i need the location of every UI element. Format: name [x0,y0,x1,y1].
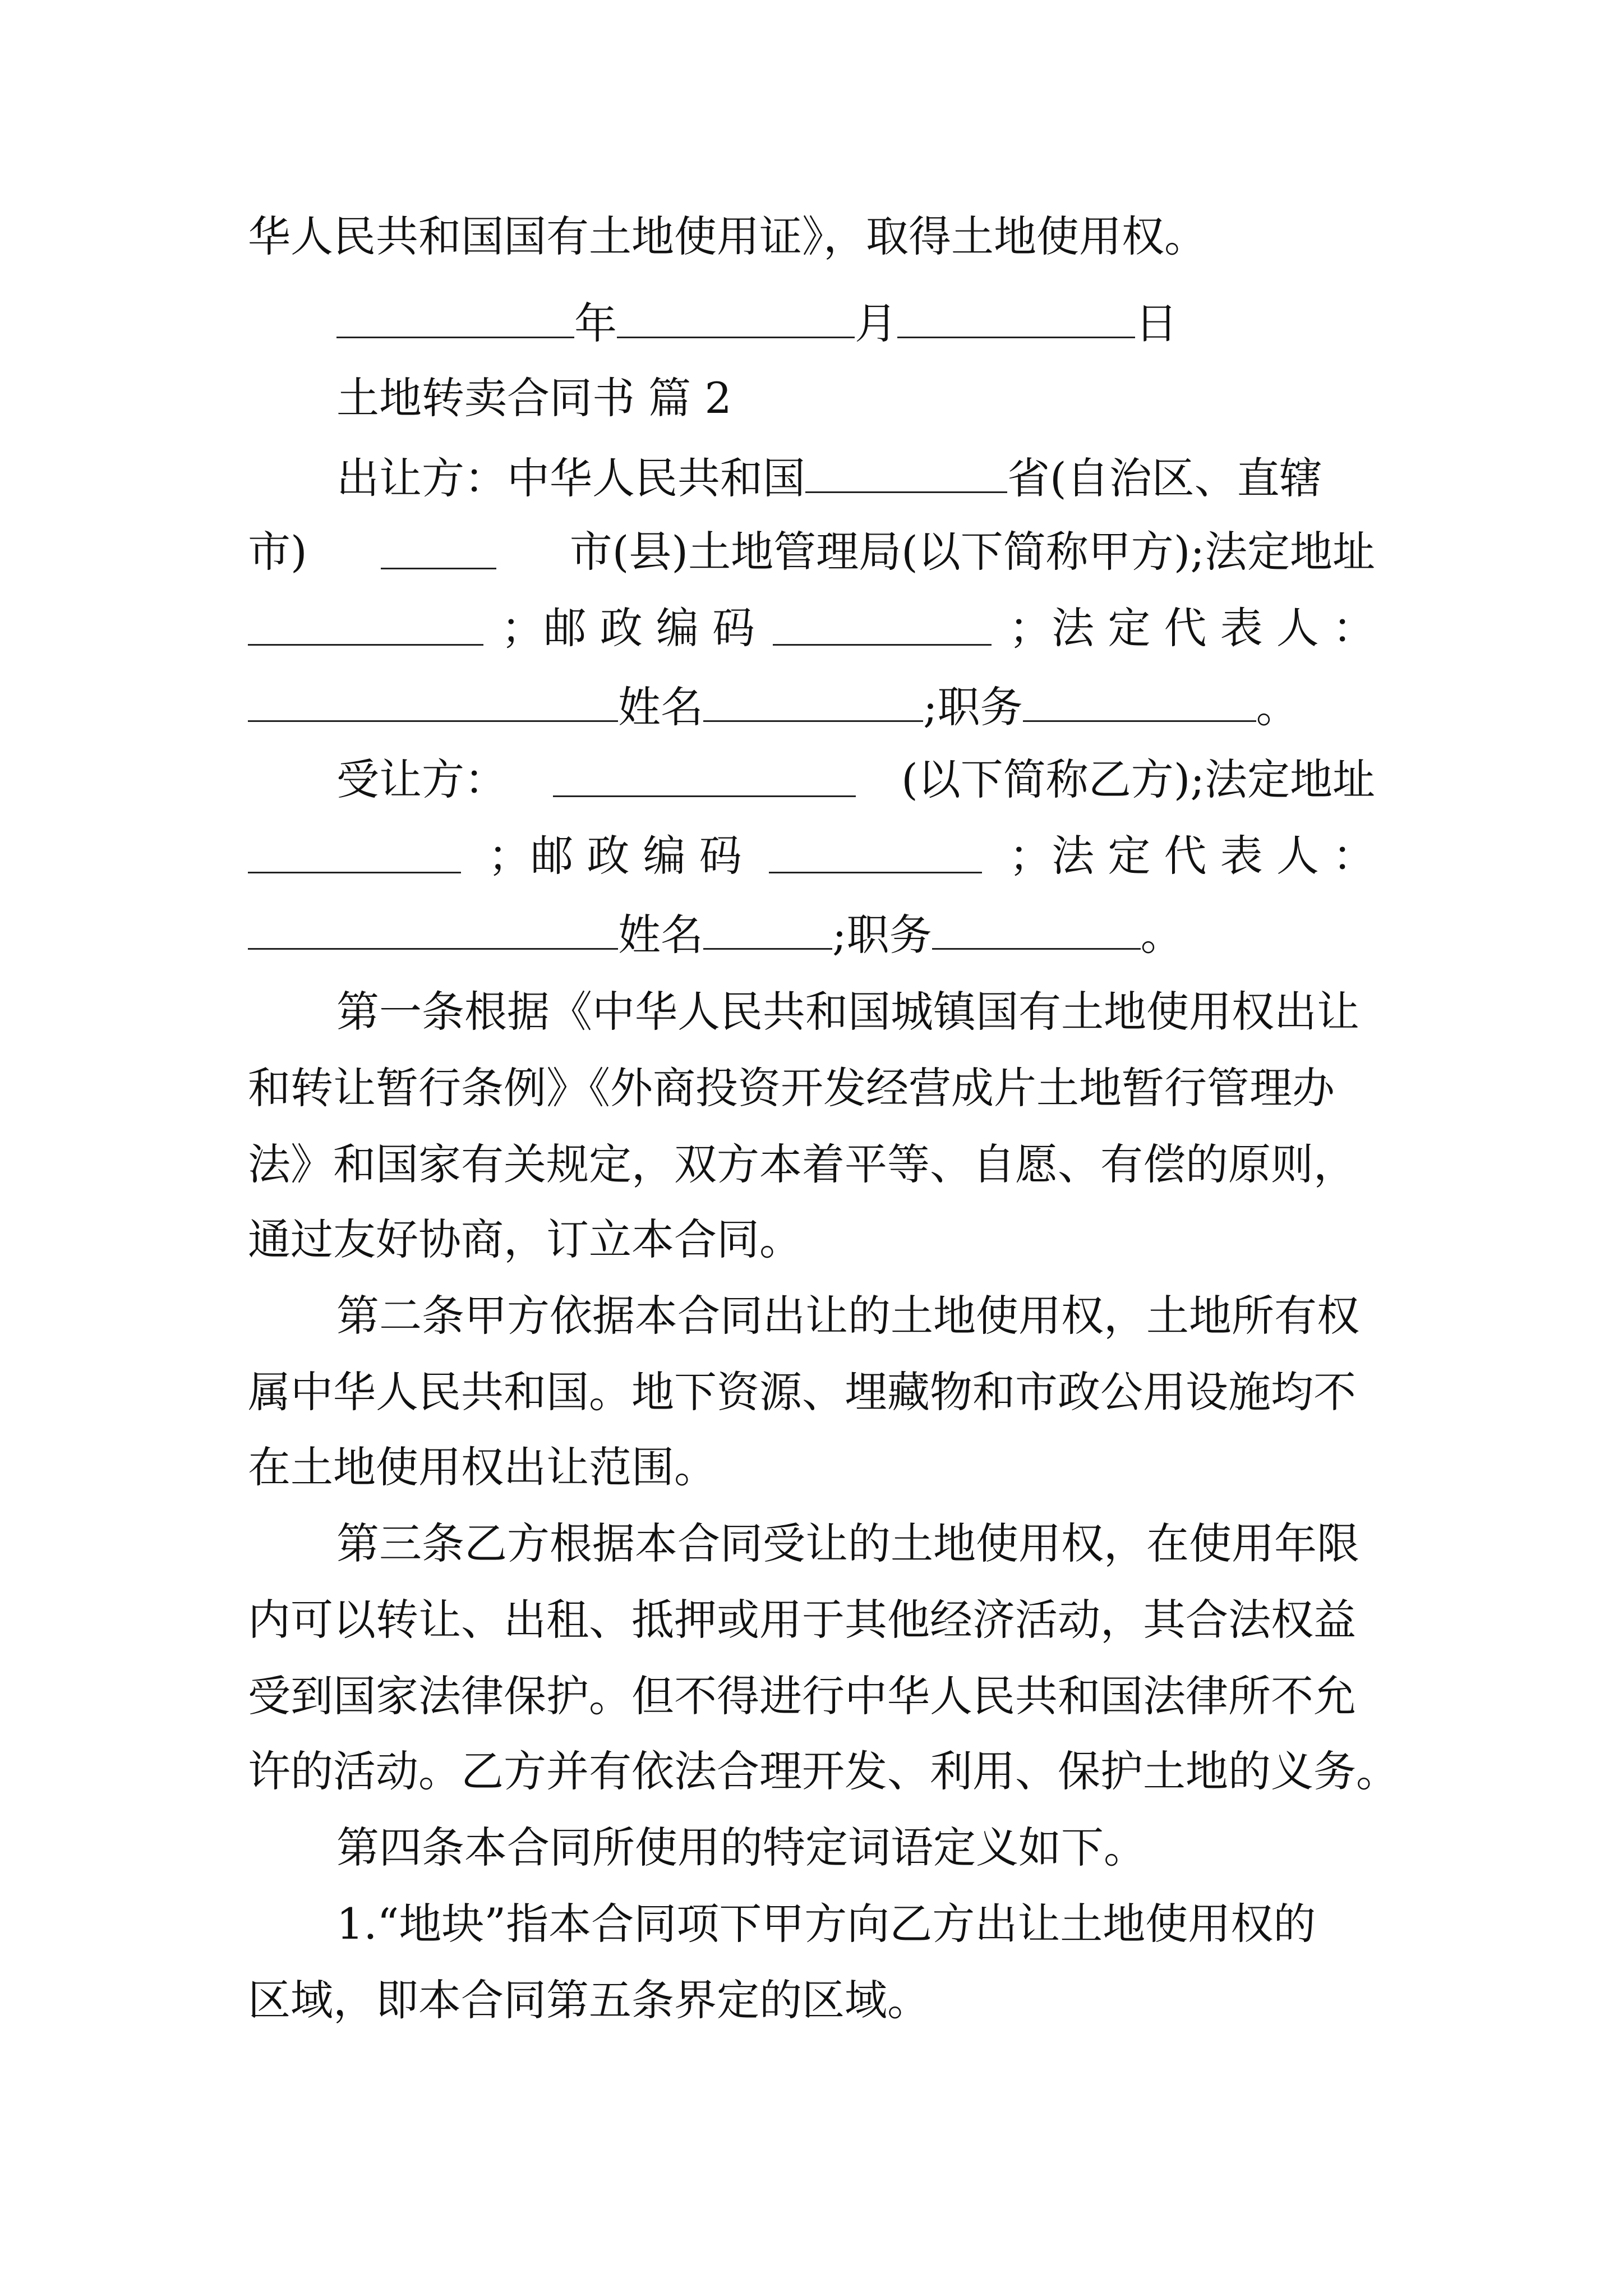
article-text: 法》和国家有关规定，双方本着平等、自愿、有偿的原则， [248,1139,1356,1189]
transferor-city-start: 市) [248,527,307,577]
article-text: 许的活动。乙方并有依法合理开发、利用、保护土地的义务。 [248,1746,1399,1796]
article-line [248,1439,1623,1496]
article-text: 第二条甲方依据本合同出让的土地使用权，土地所有权 [336,1291,1359,1341]
transferee-tail: (以下简称乙方);法定地址 [901,754,1375,804]
article-line [336,1516,1623,1572]
transferor-line-1 [336,448,1375,504]
day-blank [897,293,1135,338]
body-text: 华人民共和国国有土地使用证》，取得土地使用权。 [248,211,1207,261]
article-text: 区域，即本合同第五条界定的区域。 [248,1975,930,2025]
transferee-line-3 [248,904,1623,960]
article-line [336,984,1623,1040]
article-line [248,1972,1623,2028]
transferor-postal-label: ；邮 政 编 码 [501,603,755,653]
article-line [248,1212,1623,1268]
transferor-end: 。 [1256,682,1299,732]
section-title-text: 土地转卖合同书 篇 2 [336,373,732,423]
article-text: 通过友好协商，订立本合同。 [248,1214,802,1264]
article-text: 在土地使用权出让范围。 [248,1442,717,1492]
year-label: 年 [574,298,617,348]
transferee-line-1 [336,752,1375,808]
name-blank [703,677,923,722]
article-text: 属中华人民共和国。地下资源、埋藏物和市政公用设施均不 [248,1367,1356,1417]
body-line [248,209,1623,265]
article-text: 1.“地块”指本合同项下甲方向乙方出让土地使用权的 [336,1899,1316,1949]
article-text: 和转让暂行条例》《外商投资开发经营成片土地暂行管理办 [248,1063,1335,1113]
article-line [248,1668,1623,1724]
article-line [248,1364,1623,1420]
article-text: 第四条本合同所使用的特定词语定义如下。 [336,1823,1146,1872]
article-line [336,1288,1623,1344]
month-label: 月 [855,298,897,348]
transferee-title-label: ;职务 [832,910,932,960]
date-line [336,293,1623,349]
postal-blank [773,600,992,646]
transferee-address-blank [248,828,461,873]
title-blank [1023,677,1256,722]
article-line [336,1820,1623,1876]
city-blank [381,524,496,569]
transferee-name-blank [703,904,832,950]
transferor-name-label: 姓名 [618,682,703,732]
transferor-line-2 [248,524,1375,580]
article-text: 内可以转让、出租、抵押或用于其他经济活动，其合法权益 [248,1595,1356,1645]
transferor-title-label: ;职务 [923,682,1023,732]
address-blank [248,600,483,646]
month-blank [617,293,855,338]
article-text: 第三条乙方根据本合同受让的土地使用权，在使用年限 [336,1519,1359,1568]
article-line [248,1137,1623,1193]
section-title [336,370,1623,426]
article-text: 第一条根据《中华人民共和国城镇国有土地使用权出让 [336,987,1359,1037]
transferor-label: 出让方：中华人民共和国 [336,453,805,503]
article-line [248,1592,1623,1648]
article-line [248,1060,1623,1116]
day-label: 日 [1135,298,1178,348]
article-line [336,1896,1623,1952]
transferee-end: 。 [1140,910,1183,960]
transferor-rep-label: ；法 定 代 表 人 ： [1009,603,1375,653]
transferee-label: 受让方： [336,754,507,804]
transferor-province-tail: 省(自治区、直辖 [1007,453,1322,503]
transferee-postal-blank [769,828,982,873]
article-text: 受到国家法律保护。但不得进行中华人民共和国法律所不允 [248,1671,1356,1721]
transferee-line-2 [248,828,1375,884]
province-blank [805,448,1007,493]
year-blank [336,293,574,338]
transferee-rep-blank [248,904,618,950]
transferee-title-blank [932,904,1141,950]
transferee-postal-label: ；邮 政 编 码 [488,831,742,881]
transferee-rep-label: ；法 定 代 表 人 ： [1009,831,1375,881]
transferee-name-label: 姓名 [618,910,703,960]
transferor-line-4 [248,677,1623,733]
transferor-bureau-text: 市(县)土地管理局(以下简称甲方);法定地址 [569,527,1375,577]
article-line [248,1743,1623,1800]
transferee-blank [553,752,856,797]
rep-blank [248,677,618,722]
transferor-line-3 [248,600,1375,656]
